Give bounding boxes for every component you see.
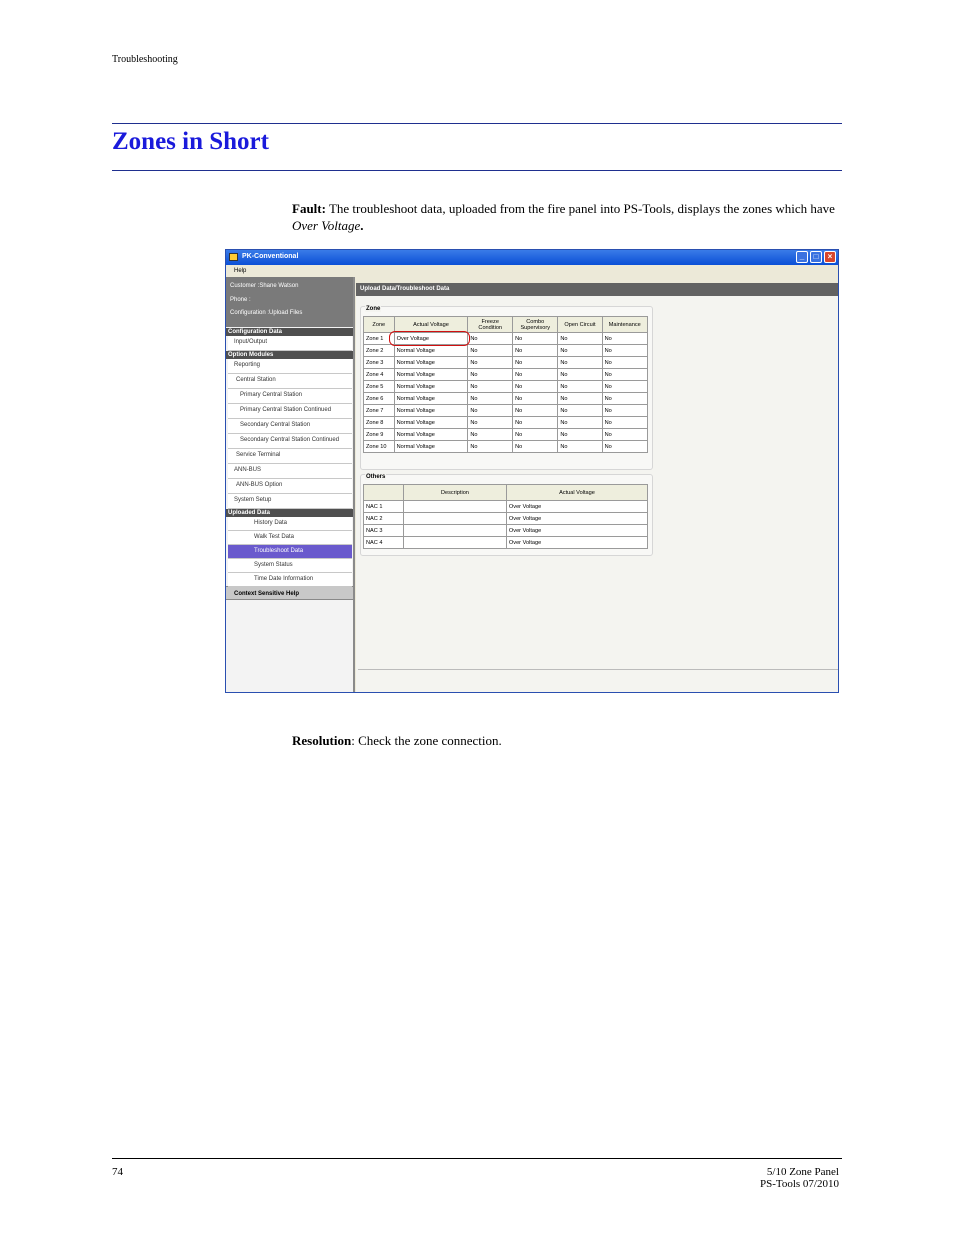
table-header-row <box>364 485 648 501</box>
table-cell: No <box>513 333 558 345</box>
table-cell: No <box>558 381 602 393</box>
table-cell <box>403 501 506 513</box>
nav-item[interactable]: Reporting <box>228 359 352 374</box>
status-bar <box>358 669 838 692</box>
maximize-button[interactable]: □ <box>810 251 822 263</box>
minimize-button[interactable]: _ <box>796 251 808 263</box>
app-window <box>225 249 839 693</box>
nav-item[interactable]: Time Date Information <box>228 573 352 587</box>
page-title: Zones in Short <box>112 128 269 155</box>
table-row[interactable] <box>364 393 648 405</box>
fault-emphasis: Over Voltage <box>292 218 361 233</box>
resolution-paragraph <box>292 732 844 749</box>
nav-item[interactable]: ANN-BUS <box>228 464 352 479</box>
nav-item[interactable]: Primary Central Station <box>228 389 352 404</box>
table-cell: Normal Voltage <box>394 357 468 369</box>
info-customer: Customer :Shane Watson <box>230 283 299 289</box>
table-cell: NAC 1 <box>364 501 404 513</box>
info-phone: Phone : <box>230 297 251 303</box>
table-cell: No <box>558 393 602 405</box>
table-cell: Zone 7 <box>364 405 395 417</box>
table-cell: Over Voltage <box>506 525 647 537</box>
table-cell: No <box>468 369 513 381</box>
column-header: Actual Voltage <box>506 485 647 501</box>
table-cell: No <box>558 369 602 381</box>
table-cell: Zone 3 <box>364 357 395 369</box>
nav-item[interactable]: Primary Central Station Continued <box>228 404 352 419</box>
table-row[interactable] <box>364 537 648 549</box>
table-cell: Over Voltage <box>506 513 647 525</box>
table-cell: Normal Voltage <box>394 345 468 357</box>
table-cell <box>403 525 506 537</box>
table-cell: No <box>602 417 647 429</box>
table-cell: No <box>468 441 513 453</box>
close-button[interactable]: × <box>824 251 836 263</box>
table-cell: Normal Voltage <box>394 369 468 381</box>
others-group <box>360 474 653 556</box>
table-cell: No <box>602 357 647 369</box>
main-panel <box>356 283 838 692</box>
nav-item[interactable]: Secondary Central Station Continued <box>228 434 352 449</box>
nav-item[interactable]: ANN-BUS Option <box>228 479 352 494</box>
column-header: Actual Voltage <box>394 317 468 333</box>
table-cell: Over Voltage <box>394 333 468 345</box>
customer-info-panel <box>226 277 353 327</box>
table-cell: No <box>513 405 558 417</box>
table-cell: Normal Voltage <box>394 393 468 405</box>
fault-end: . <box>360 218 364 233</box>
table-cell: Zone 8 <box>364 417 395 429</box>
title-rule-bottom <box>112 170 842 171</box>
table-row[interactable] <box>364 357 648 369</box>
footer-doc-version: PS-Tools 07/2010 <box>760 1178 839 1190</box>
table-cell: No <box>468 405 513 417</box>
table-cell: Zone 9 <box>364 429 395 441</box>
table-row[interactable] <box>364 369 648 381</box>
table-cell: NAC 4 <box>364 537 404 549</box>
table-cell: Zone 10 <box>364 441 395 453</box>
column-header: Zone <box>364 317 395 333</box>
title-bar <box>226 250 838 265</box>
table-cell: No <box>602 405 647 417</box>
table-cell: No <box>558 333 602 345</box>
table-cell: No <box>468 345 513 357</box>
over-voltage-highlight <box>389 331 470 346</box>
nav-item[interactable]: Troubleshoot Data <box>228 545 352 559</box>
table-row[interactable] <box>364 417 648 429</box>
nav-section: Uploaded Data <box>226 509 353 517</box>
table-cell: Zone 4 <box>364 369 395 381</box>
table-cell: No <box>602 333 647 345</box>
fault-text: The troubleshoot data, uploaded from the fire panel into PS-Tools, displays the zones which have <box>325 201 835 216</box>
table-cell: No <box>468 381 513 393</box>
nav-section: Option Modules <box>226 351 353 359</box>
table-cell: No <box>558 357 602 369</box>
table-cell: Normal Voltage <box>394 441 468 453</box>
nav-item[interactable]: Input/Output <box>228 336 352 351</box>
table-cell: No <box>513 381 558 393</box>
nav-item[interactable]: Walk Test Data <box>228 531 352 545</box>
zone-group-title: Zone <box>366 306 381 312</box>
footer-product <box>760 1166 839 1190</box>
table-cell: Zone 1 <box>364 333 395 345</box>
column-header <box>364 485 404 501</box>
others-group-title: Others <box>366 474 386 480</box>
column-header: Combo Supervisory <box>513 317 558 333</box>
table-cell: Normal Voltage <box>394 381 468 393</box>
table-row[interactable] <box>364 381 648 393</box>
nav-item[interactable]: Service Terminal <box>228 449 352 464</box>
nav-item[interactable]: Central Station <box>228 374 352 389</box>
menu-bar <box>226 265 838 277</box>
resolution-text: : Check the zone connection. <box>351 733 502 748</box>
table-row[interactable] <box>364 525 648 537</box>
table-cell: No <box>558 441 602 453</box>
app-title: PK-Conventional <box>242 253 299 260</box>
running-header: Troubleshooting <box>112 54 178 65</box>
table-cell: No <box>468 357 513 369</box>
table-cell: No <box>602 381 647 393</box>
table-cell: No <box>513 417 558 429</box>
table-cell: No <box>602 345 647 357</box>
sidebar <box>226 277 355 692</box>
table-cell: Zone 5 <box>364 381 395 393</box>
table-cell: No <box>468 393 513 405</box>
resolution-label: Resolution <box>292 733 352 748</box>
menu-help[interactable]: Help <box>234 268 247 274</box>
table-row[interactable] <box>364 405 648 417</box>
table-row[interactable] <box>364 429 648 441</box>
title-rule-top <box>112 123 842 124</box>
table-cell: No <box>602 441 647 453</box>
app-icon <box>229 253 238 261</box>
table-cell: No <box>513 345 558 357</box>
table-cell: NAC 2 <box>364 513 404 525</box>
table-cell: Normal Voltage <box>394 405 468 417</box>
column-header: Description <box>403 485 506 501</box>
table-cell: NAC 3 <box>364 525 404 537</box>
table-cell: No <box>513 357 558 369</box>
table-cell: No <box>513 429 558 441</box>
table-cell: No <box>558 417 602 429</box>
context-help-panel[interactable]: Context Sensitive Help <box>226 586 353 600</box>
table-cell: Normal Voltage <box>394 429 468 441</box>
table-cell: No <box>558 429 602 441</box>
table-cell: Zone 6 <box>364 393 395 405</box>
table-cell: No <box>513 441 558 453</box>
column-header: Open Circuit <box>558 317 602 333</box>
footer-product-name: 5/10 Zone Panel <box>766 1166 839 1178</box>
table-cell: No <box>468 333 513 345</box>
table-cell: No <box>602 393 647 405</box>
table-cell: No <box>513 393 558 405</box>
table-cell: Over Voltage <box>506 501 647 513</box>
nav-item[interactable]: System Status <box>228 559 352 573</box>
table-cell: Zone 2 <box>364 345 395 357</box>
table-cell: No <box>468 429 513 441</box>
column-header: Freeze Condition <box>468 317 513 333</box>
table-cell <box>403 537 506 549</box>
fault-paragraph <box>292 200 844 234</box>
nav-item[interactable]: History Data <box>228 517 352 531</box>
footer-rule <box>112 1158 842 1159</box>
others-table <box>363 484 648 549</box>
fault-label: Fault: <box>292 201 326 216</box>
table-cell: Normal Voltage <box>394 417 468 429</box>
table-cell: No <box>468 417 513 429</box>
table-cell: No <box>513 369 558 381</box>
table-row[interactable] <box>364 441 648 453</box>
table-cell: No <box>558 345 602 357</box>
page-number: 74 <box>112 1166 123 1178</box>
table-row[interactable] <box>364 513 648 525</box>
nav-item[interactable]: Secondary Central Station <box>228 419 352 434</box>
table-cell: Over Voltage <box>506 537 647 549</box>
table-row[interactable] <box>364 501 648 513</box>
column-header: Maintenance <box>602 317 647 333</box>
table-row[interactable] <box>364 345 648 357</box>
main-header: Upload Data/Troubleshoot Data <box>356 283 838 296</box>
nav-section: Configuration Data <box>226 328 353 336</box>
nav-item[interactable]: System Setup <box>228 494 352 509</box>
table-cell: No <box>558 405 602 417</box>
table-cell: No <box>602 369 647 381</box>
table-cell <box>403 513 506 525</box>
table-cell: No <box>602 429 647 441</box>
info-configuration: Configuration :Upload Files <box>230 310 303 316</box>
